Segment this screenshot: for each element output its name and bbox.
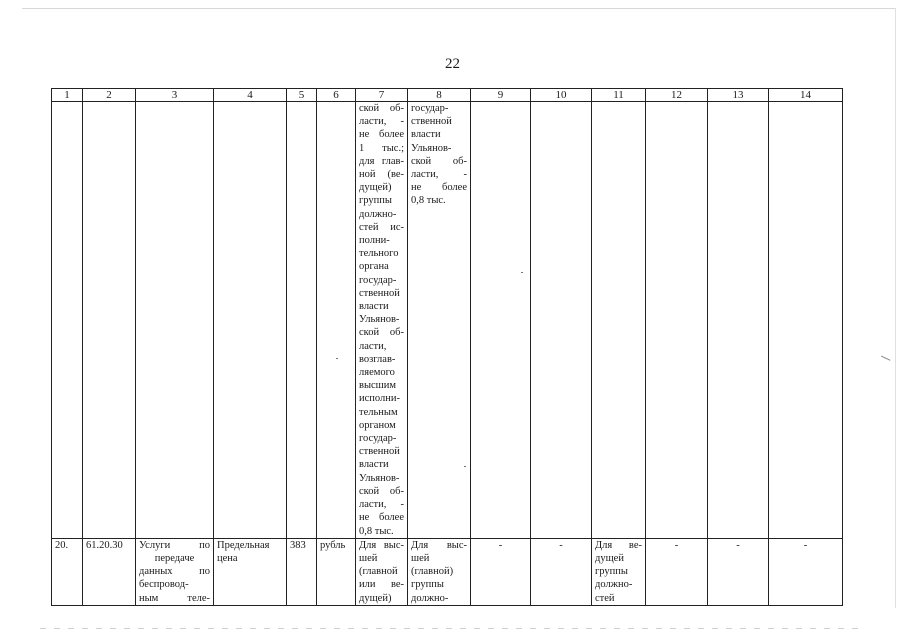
scan-mark [881, 350, 893, 361]
cell-text-line: ской об- [359, 485, 404, 497]
cell-text-line: власти [359, 301, 389, 313]
cell-text-line: исполни- [359, 393, 400, 405]
value-col14: - [769, 538, 843, 605]
cell-text-line: 0,8 тыс. [359, 525, 394, 537]
cell-text-line: передаче [154, 552, 195, 564]
cell-r1-c6 [317, 102, 356, 539]
row-number: 20. [52, 538, 83, 605]
cell-text-line: группы [411, 579, 444, 591]
cell-text-line: Для ве- [595, 539, 642, 551]
cell-text-line: дущей [595, 552, 624, 564]
header-cell-1: 1 [52, 89, 83, 102]
cell-r1-c9 [471, 102, 531, 539]
cell-text-line: дущей) [359, 592, 392, 604]
cell-r1-c2 [83, 102, 136, 539]
cell-text-line: возглав- [359, 353, 396, 365]
header-cell-6: 6 [317, 89, 356, 102]
cell-text-line: ласти, - [359, 116, 404, 128]
characteristic-name [214, 538, 287, 605]
cell-text-line: Ульянов- [411, 142, 452, 154]
header-cell-3: 3 [136, 89, 214, 102]
cell-text-line: тельного [359, 248, 399, 260]
cell-r1-c10 [531, 102, 592, 539]
cell-text-line: или ве- [359, 579, 404, 591]
header-cell-8: 8 [408, 89, 471, 102]
price-standards-table [51, 88, 843, 606]
cell-text-line: не более [359, 129, 404, 141]
cell-text-line: полни- [359, 235, 390, 247]
cell-text-line: Ульянов- [359, 314, 400, 326]
cell-text-line: не более [359, 512, 404, 524]
cell-text-line: стей ис- [359, 221, 404, 233]
cell-text-line: 1 тыс.; [359, 142, 404, 154]
cell-text-line: ласти, - [411, 169, 467, 181]
cell-text-line: ственной [411, 116, 452, 128]
service-name [136, 538, 214, 605]
header-cell-11: 11 [592, 89, 646, 102]
cell-text-line: ской об- [359, 103, 404, 114]
cell-text-line: ной (ве- [359, 169, 404, 181]
cell-r1-c14 [769, 102, 843, 539]
cell-text-line: тельным [359, 406, 398, 418]
cell-text-line: беспровод- [139, 579, 189, 591]
cell-text-line: Предельная [217, 539, 270, 551]
cell-text-line: (главной [359, 566, 398, 578]
requirement-col11 [592, 538, 646, 605]
scan-speck [464, 466, 466, 467]
cell-text-line: для глав- [359, 155, 404, 167]
requirement-col7 [356, 538, 408, 605]
header-cell-7: 7 [356, 89, 408, 102]
value-col10: - [531, 538, 592, 605]
cell-text-line: должно- [359, 208, 397, 220]
cell-text-line: (главной) [411, 566, 454, 578]
value-col12: - [646, 538, 708, 605]
requirement-col8 [408, 538, 471, 605]
header-cell-14: 14 [769, 89, 843, 102]
cell-text-line: государ- [411, 103, 449, 114]
cell-text-line: шей [411, 552, 430, 564]
cell-text-line: Для выс- [411, 539, 467, 551]
table-row-20 [52, 538, 843, 605]
unit-name: рубль [317, 538, 356, 605]
cell-r1-c7 [356, 102, 408, 539]
cell-text-line: Для выс- [359, 539, 404, 551]
header-cell-4: 4 [214, 89, 287, 102]
value-col13: - [708, 538, 769, 605]
cell-text-line: не более [411, 182, 467, 194]
cell-text-line: данных по [139, 566, 210, 578]
unit-code: 383 [287, 538, 317, 605]
cell-text-line: группы [359, 195, 392, 207]
header-cell-5: 5 [287, 89, 317, 102]
okpd2-code: 61.20.30 [83, 538, 136, 605]
cell-text-line: должно- [595, 579, 633, 591]
header-cell-2: 2 [83, 89, 136, 102]
scan-edge-top [22, 8, 896, 9]
cell-text-line: государ- [359, 274, 397, 286]
cell-text-line: ным теле- [139, 592, 210, 604]
cell-text-line: стей [595, 592, 615, 604]
scan-edge-right [895, 8, 896, 608]
cell-r1-c12 [646, 102, 708, 539]
cell-text-line: высшим [359, 380, 397, 392]
scan-speck [521, 272, 523, 273]
cell-text-line: ласти, [359, 340, 387, 352]
cell-text-line: 0,8 тыс. [411, 195, 446, 207]
cell-text-line: органа [359, 261, 389, 273]
header-cell-10: 10 [531, 89, 592, 102]
cell-text-line: ственной [359, 287, 400, 299]
header-row [52, 89, 843, 102]
cell-r1-c3 [136, 102, 214, 539]
cell-r1-c13 [708, 102, 769, 539]
cell-text-line: группы [595, 566, 628, 578]
cell-text-line: власти [411, 129, 441, 141]
cell-r1-c4 [214, 102, 287, 539]
cell-r1-c1 [52, 102, 83, 539]
header-cell-13: 13 [708, 89, 769, 102]
header-cell-9: 9 [471, 89, 531, 102]
cell-text-line: шей [359, 552, 378, 564]
cell-text-line: дущей) [359, 182, 392, 194]
cell-text-line: власти [359, 459, 389, 471]
header-cell-12: 12 [646, 89, 708, 102]
cell-text-line: ственной [359, 446, 400, 458]
cell-text-line: Ульянов- [359, 472, 400, 484]
table-row-continuation [52, 102, 843, 539]
page-number: 22 [445, 56, 460, 72]
cell-text-line: ляемого [359, 367, 395, 379]
cell-text-line: должно- [411, 592, 449, 604]
value-col9: - [471, 538, 531, 605]
cell-r1-c8 [408, 102, 471, 539]
cell-r1-c11 [592, 102, 646, 539]
cell-text-line: ской об- [411, 155, 467, 167]
scan-speck [336, 358, 338, 359]
cell-r1-c5 [287, 102, 317, 539]
cell-text-line: ской об- [359, 327, 404, 339]
cell-text-line: Услуги по [139, 539, 210, 551]
cell-text-line: ласти, - [359, 499, 404, 511]
scan-noise-line [40, 628, 860, 629]
cell-text-line: государ- [359, 433, 397, 445]
cell-text-line: цена [217, 552, 238, 564]
cell-text-line: органом [359, 419, 396, 431]
